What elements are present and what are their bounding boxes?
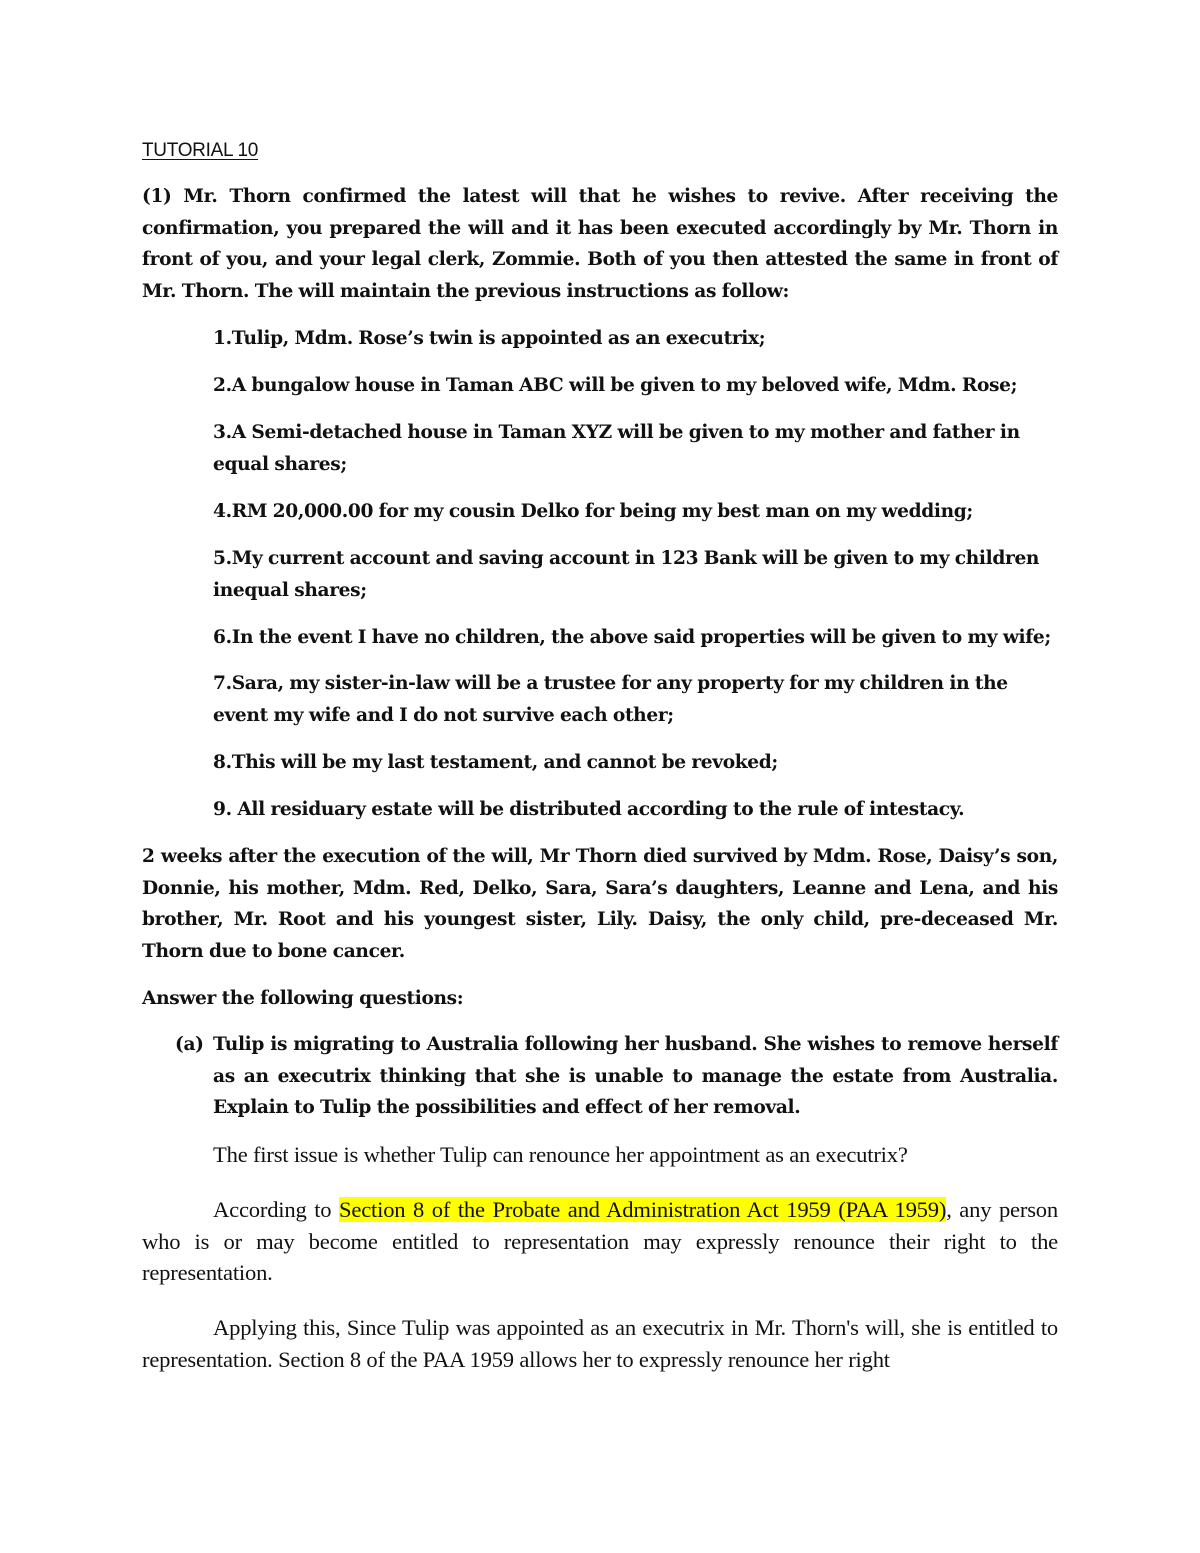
rule-paragraph <box>142 1194 1058 1289</box>
instruction-item: 1.Tulip, Mdm. Rose’s twin is appointed as an executrix; <box>213 328 766 349</box>
instruction-item: 3.A Semi-detached house in Taman XYZ will be given to my mother and father in equal shares; <box>213 422 1020 475</box>
instruction-item: 6.In the event I have no children, the above said properties will be given to my wife; <box>213 627 1051 648</box>
question-marker: (a) <box>175 1034 204 1055</box>
instruction-item: 9. All residuary estate will be distributed according to the rule of intestacy. <box>213 799 965 820</box>
instruction-item: 5.My current account and saving account in 123 Bank will be given to my children inequal shares; <box>213 548 1040 601</box>
issue-statement: The first issue is whether Tulip can renounce her appointment as an executrix? <box>213 1142 908 1167</box>
question-a <box>175 1029 1058 1124</box>
answer-heading: Answer the following questions: <box>142 988 464 1009</box>
statute-highlight: Section 8 of the Probate and Administration Act 1959 (PAA 1959) <box>339 1197 947 1222</box>
instruction-item: 2.A bungalow house in Taman ABC will be given to my beloved wife, Mdm. Rose; <box>213 375 1018 396</box>
instruction-item: 7.Sara, my sister-in-law will be a trustee for any property for my children in the event my wife and I do not survive each other; <box>213 673 1008 726</box>
instruction-item: 4.RM 20,000.00 for my cousin Delko for being my best man on my wedding; <box>213 501 973 522</box>
rule-rest: , any person who is or may become entitled to representation may expressly renounce their right to the representation. <box>142 1197 1058 1285</box>
instruction-item: 8.This will be my last testament, and cannot be revoked; <box>213 752 778 773</box>
tutorial-heading: TUTORIAL 10 <box>142 140 259 161</box>
question-text: Tulip is migrating to Australia following her husband. She wishes to remove herself as an executrix thinking that she is unable to manage the estate from Australia. Explain to Tulip the possibilities and effect of her removal. <box>213 1034 1058 1118</box>
rule-lead: According to <box>213 1197 340 1222</box>
intro-paragraph: (1) Mr. Thorn confirmed the latest will that he wishes to revive. After receiving the confirmation, you prepared the will and it has been executed accordingly by Mr. Thorn in front of you, and your legal clerk, Zommie. Both of you then attested the same in front of Mr. Thorn. The will maintain the previous instructions as follow: <box>142 186 1058 302</box>
application-paragraph: Applying this, Since Tulip was appointed as an executrix in Mr. Thorn's will, she is entitled to representation. Section 8 of the PAA 1959 allows her to expressly renounce her right <box>142 1315 1058 1372</box>
narrative-paragraph: 2 weeks after the execution of the will, Mr Thorn died survived by Mdm. Rose, Daisy’s son, Donnie, his mother, Mdm. Red, Delko, Sara, Sara’s daughters, Leanne and Lena, and his brother, Mr. Root and his youngest sister, Lily. Daisy, the only child, pre-deceased Mr. Thorn due to bone cancer. <box>142 846 1058 962</box>
